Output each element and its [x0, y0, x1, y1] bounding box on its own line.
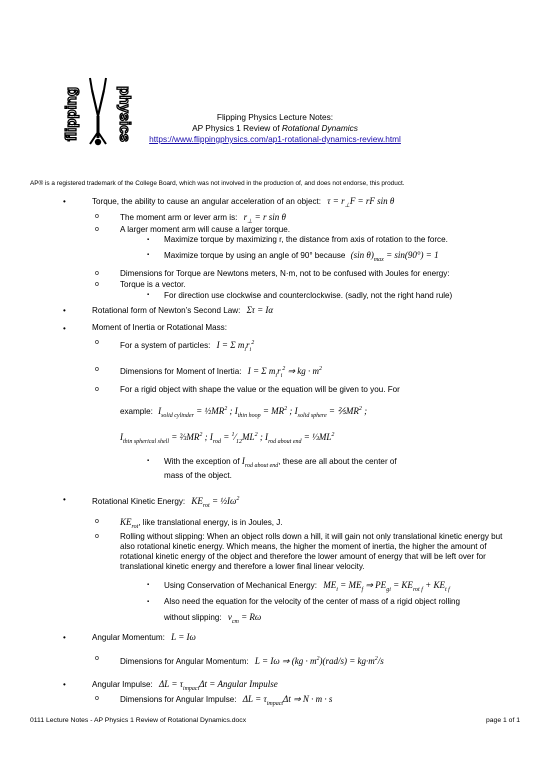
sub-bullet-icon: o — [95, 226, 99, 233]
bullet-icon: • — [63, 495, 66, 504]
sub-bullet-icon: o — [95, 386, 99, 393]
angular-momentum-dimensions-text: Dimensions for Angular Momentum: L = Iω ⇒ $(kg \cdot m^2)(rad/s) = kg\cdot m^2/s$ — [120, 656, 384, 666]
example-equations-2: $I_{thin spherical shell}$ = $\frac{2}{3}MR^2$ ; $I_{rod}$ = $^1⁄_{12}ML^2$ ; $I_{rod about end}$ = $\frac{1}{3}ML^2$ — [120, 432, 335, 445]
review-link[interactable]: https://www.flippingphysics.com/ap1-rotational-dynamics-review.html — [149, 134, 401, 144]
angular-impulse-text: Angular Impulse: $\Delta L = \tau_{impact}\Delta t$ = Angular Impulse — [92, 679, 278, 692]
sub-bullet-icon: o — [95, 213, 99, 220]
vcm-text-cont: without slipping: $v_{cm} = R\omega$ — [164, 612, 262, 625]
inertia-dimensions-text: Dimensions for Moment of Inertia: I = Σ $m_ir_i^2$ ⇒ kg · $m^2$ — [120, 366, 323, 379]
svg-text:flipping: flipping — [63, 86, 80, 142]
moment-arm-text: The moment arm or lever arm is: $r_\perp = r$ sin θ — [120, 212, 286, 225]
exception-text: With the exception of $I_{rod about end}$, these are all about the center of — [164, 456, 397, 469]
newton-second-law-text: Rotational form of Newton’s Second Law: Στ = Iα — [92, 305, 274, 315]
square-bullet-icon: ▪ — [147, 292, 150, 298]
particles-text: For a system of particles: I = Σ $m_ir_i^2$ — [120, 340, 255, 353]
inertia-dimensions-equation: I = Σ $m_ir_i^2$ ⇒ kg · $m^2$ — [247, 366, 323, 379]
bullet-icon: • — [63, 324, 66, 333]
rigid-object-text: For a rigid object with shape the value or the equation will be given to you. For — [120, 385, 400, 394]
square-bullet-icon: ▪ — [147, 252, 150, 258]
bullet-icon: • — [63, 306, 66, 315]
rolling-text: Rolling without slipping: When an object rolls down a hill, it will gain not only translational kinetic energy but also rotational kinetic energy. Which means, the higher the moment of inertia, the higher the amount of rotational kinetic energy of the object and therefore the lower amount of energy that will be left over for translational kinetic energy and therefore a lower final linear velocity. — [120, 532, 503, 571]
square-bullet-icon: ▪ — [147, 599, 150, 605]
exception-text-cont: mass of the object. — [164, 471, 232, 480]
header-url[interactable] — [0, 134, 550, 144]
bullet-icon: • — [63, 633, 66, 642]
footer-page-number: page 1 of 1 — [485, 717, 520, 724]
header-subtitle: AP Physics 1 Review of Rotational Dynamics — [192, 123, 358, 133]
svg-text:physics: physics — [116, 86, 133, 142]
sub-bullet-icon: o — [95, 281, 99, 288]
vcm-text: Also need the equation for the velocity of the center of mass of a rigid object rolling — [164, 597, 461, 606]
moment-arm-equation: $r_\perp = r$ sin θ — [243, 212, 286, 225]
larger-arm-text: A larger moment arm will cause a larger torque. — [120, 225, 291, 234]
torque-equation: $\tau = r_\perp F$ = rF sin θ — [327, 196, 395, 209]
max-angle-equation: (sin $\theta)_{max} = \sin(90^\circ) = 1$ — [350, 250, 439, 263]
sub-bullet-icon: o — [95, 518, 99, 525]
conservation-text: Using Conservation of Mechanical Energy: $ME_i = ME_f$ ⇒ $PE_{gi} = KE_{rot f} + KE_{t f}$ — [164, 580, 450, 593]
rotational-ke-text: Rotational Kinetic Energy: $KE_{rot}$ = $\frac{1}{2}I\omega^2$ — [92, 496, 240, 509]
header-title: Flipping Physics Lecture Notes: — [216, 112, 334, 122]
sub-bullet-icon: o — [95, 695, 99, 702]
sub-bullet-icon: o — [95, 655, 99, 662]
square-bullet-icon: ▪ — [147, 582, 150, 588]
maximize-angle-text: Maximize torque by using an angle of 90° because (sin $\theta)_{max} = \sin(90^\circ) = 1$ — [164, 250, 439, 263]
example-equations-1: example: $I_{solid cylinder}$ = $\frac{1}{2}MR^2$ ; $I_{thin hoop} = MR^2$ ; $I_{solid sphere}$ = $\frac{2}{5}MR^2$ ; — [120, 406, 368, 419]
torque-definition: Torque, the ability to cause an angular acceleration of an object: $\tau = r_\perp F$ = rF sin θ — [92, 196, 395, 209]
sub-bullet-icon: o — [95, 270, 99, 277]
ke-units-text: $KE_{rot}$, like translational energy, is in Joules, J. — [120, 517, 283, 530]
bullet-icon: • — [63, 680, 66, 689]
bullet-icon: • — [63, 197, 66, 206]
square-bullet-icon: ▪ — [147, 237, 150, 243]
newton-second-law-equation: Στ = Iα — [246, 305, 274, 315]
moment-of-inertia-heading: Moment of Inertia or Rotational Mass: — [92, 323, 227, 332]
particles-equation: I = Σ $m_ir_i^2$ — [216, 340, 255, 353]
footer-filename: 0111 Lecture Notes - AP Physics 1 Review of Rotational Dynamics.docx — [30, 717, 247, 724]
torque-dimensions-text: Dimensions for Torque are Newtons meters, N·m, not to be confused with Joules for energy: — [120, 269, 450, 278]
trademark-disclaimer: AP® is a registered trademark of the College Board, which was not involved in the production of, and does not endorse, this product. — [30, 180, 405, 187]
sub-bullet-icon: o — [95, 339, 99, 346]
square-bullet-icon: ▪ — [147, 458, 150, 464]
maximize-r-text: Maximize torque by maximizing r, the distance from axis of rotation to the force. — [164, 235, 448, 244]
direction-text: For direction use clockwise and counterclockwise. (sadly, not the right hand rule) — [164, 291, 453, 300]
rotational-ke-equation: $KE_{rot}$ = $\frac{1}{2}I\omega^2$ — [191, 496, 240, 509]
angular-impulse-dimensions-text: Dimensions for Angular Impulse: $\Delta L = \tau_{impact}\Delta t$ ⇒ N · m · s — [120, 694, 333, 707]
angular-momentum-text: Angular Momentum: L = Iω — [92, 632, 196, 642]
torque-vector-text: Torque is a vector. — [120, 280, 186, 289]
sub-bullet-icon: o — [95, 366, 99, 373]
sub-bullet-icon: o — [95, 533, 99, 540]
